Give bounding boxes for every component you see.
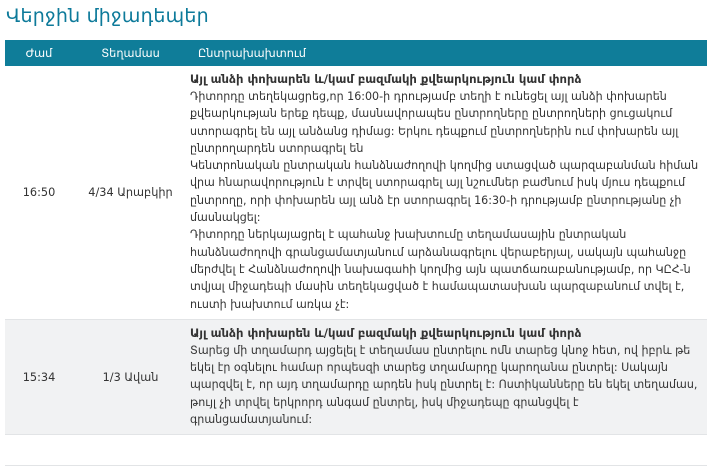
incident-text [190,342,699,428]
incident-title: Այլ անձի փոխարեն և/կամ բազմակի քվեարկություն կամ փորձ [190,325,582,340]
incident-paragraph: Դիտորդը ներկայացրել է պահանջ խախտումը տեղամասային ընտրական հանձնաժողովի գրանցամատյանում արձանագրելու վերաբերյալ, սակայն պահանջը մերժվել է Հանձնաժողովի նախագահի կողմից այն պատճառաբանությամբ, որ ԿԸՀ-ն տվյալ միջադեպի մասին տեղեկացված է համապատասխան պարզաբանում տվել է, ուստի խախտում առկա չէ: [190,228,691,311]
column-header-place[interactable]: Տեղամաս [73,40,188,66]
page-title: Վերջին միջադեպեր [6,5,209,27]
incident-time [5,435,73,466]
incident-place: 1/3 Ավան [73,319,188,434]
incident-paragraph: Դիտորդը տեղեկացրեց,որ 16:00-ի դրությամբ տեղի է ունեցել այլ անձի փոխարեն քվեարկության երեք դեպք, մասնավորապես ընտրողները ընտրողների ցուցակում ստորագրել են այլ անձանց դիմաց: Երկու դեպքում ընտրողներին ում փոխարեն այլ ընտրողարդեն ստորագրել են [190,90,679,155]
incident-paragraph: Տարեց մի տղամարդ այցելել է տեղամաս ընտրելու ոմն տարեց կնոջ հետ, ով իբրև թե եկել էր օգնելու համար որպեսզի տարեց տղամարդը կարողանա ընտրել: Սակայն պարզվել է, որ այդ տղամարդը արդեն իսկ ընտրել է: Ոստիկանները են եկել տեղամաս, թույլ չի տրվել երկրորդ անգամ ընտրել, իսկ միջադեպը գրանցվել է գրանցամատյանում: [190,343,698,427]
incident-description [188,319,707,434]
incident-time: 15:34 [5,319,73,434]
incidents-table [5,40,707,466]
table-row [5,319,707,434]
table-header-row [5,40,707,66]
incident-description [188,66,707,319]
incident-place: 4/34 Արաբկիր [73,66,188,319]
incident-title: Այլ անձի փոխարեն և/կամ բազմակի քվեարկություն կամ փորձ [190,72,582,86]
incident-text [190,88,699,313]
column-header-description[interactable]: Ընտրախախտում [188,40,707,66]
incident-time: 16:50 [5,66,73,319]
incident-paragraph: Կենտրոնական ընտրական հանձնաժողովի կողմից ստացված պարզաբանման հիման վրա հնարավորություն է տրվել ստորագրել այլ նշումներ բաժնում իսկ մյուս դեպքում ընտրողը, որի փոխարեն այլ անձ էր ստորագրել 16:30-ի դրությամբ ընտրությանը չի մասնակցել: [190,159,699,225]
incident-description [188,435,707,466]
incident-place [73,435,188,466]
column-header-time[interactable]: Ժամ [5,40,73,66]
table-row [5,435,707,466]
table-row [5,66,707,319]
